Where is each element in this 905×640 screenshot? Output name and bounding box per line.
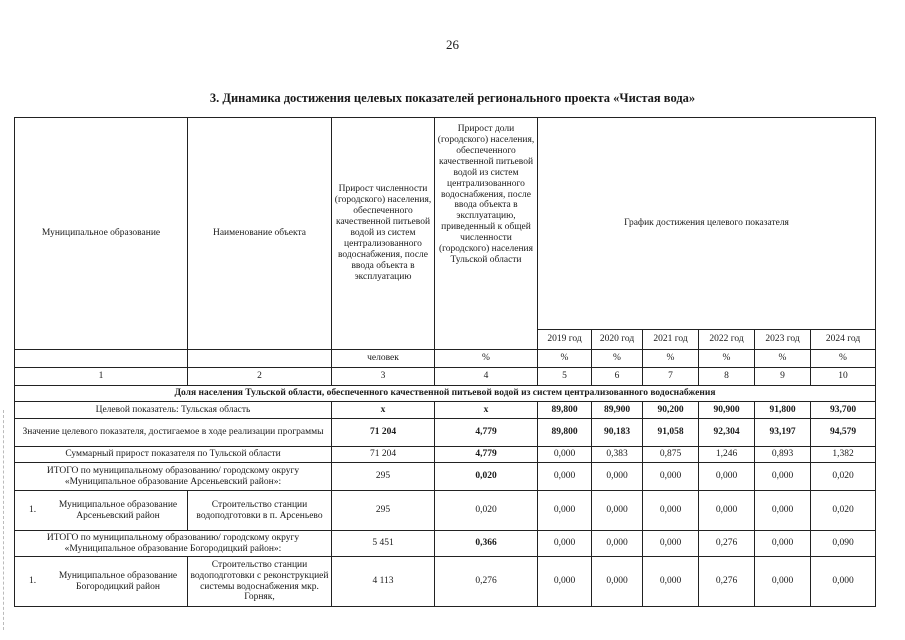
cell-value: 0,020 xyxy=(811,463,876,491)
unit-percent: % xyxy=(592,350,643,368)
cell-value: 91,058 xyxy=(643,419,699,447)
cell-share: 4,779 xyxy=(435,447,538,463)
table-row xyxy=(15,419,876,447)
cell-share: 0,020 xyxy=(435,491,538,531)
cell-value: 94,579 xyxy=(811,419,876,447)
col-number: 9 xyxy=(755,368,811,386)
cell-value: 0,000 xyxy=(699,491,755,531)
municipality-cell xyxy=(15,557,188,607)
cell-value: 0,000 xyxy=(538,491,592,531)
cell-value: 0,000 xyxy=(755,463,811,491)
municipality-name: Муниципальное образование Арсеньевский район xyxy=(58,499,178,521)
cell-value: 0,000 xyxy=(755,531,811,557)
table-row xyxy=(15,402,876,419)
municipality-cell xyxy=(15,491,188,531)
cell-value: 90,200 xyxy=(643,402,699,419)
municipality-name: Муниципальное образование Богородицкий район xyxy=(58,570,178,592)
cell-value: 1,382 xyxy=(811,447,876,463)
cell-value: 89,800 xyxy=(538,419,592,447)
cell-value: 1,246 xyxy=(699,447,755,463)
col-number: 1 xyxy=(15,368,188,386)
row-label: ИТОГО по муниципальному образованию/ городскому округу «Муниципальное образование Богородицкий район»: xyxy=(15,531,332,557)
col-number: 6 xyxy=(592,368,643,386)
cell-population: 71 204 xyxy=(332,447,435,463)
header-share-growth: Прирост доли (городского) населения, обеспеченного качественной питьевой водой из систем централизованного водоснабжения, после ввода объекта в эксплуатацию, приведенный к общей численности (городского) населения Тульской области xyxy=(435,118,538,350)
object-name: Строительство станции водоподготовки в п. Арсеньево xyxy=(188,491,332,531)
table-row xyxy=(15,531,876,557)
col-number: 8 xyxy=(699,368,755,386)
header-schedule: График достижения целевого показателя xyxy=(538,118,876,330)
row-label: Целевой показатель: Тульская область xyxy=(15,402,332,419)
header-object-name: Наименование объекта xyxy=(188,118,332,350)
cell-value: 0,020 xyxy=(811,491,876,531)
row-index: 1. xyxy=(29,505,37,516)
cell-share: 4,779 xyxy=(435,419,538,447)
cell-value: 0,000 xyxy=(643,491,699,531)
cell-value: 0,000 xyxy=(643,531,699,557)
table-row xyxy=(15,491,876,531)
cell-value: 0,276 xyxy=(699,531,755,557)
cell-value: 0,893 xyxy=(755,447,811,463)
cell-value: 0,000 xyxy=(643,557,699,607)
column-number-row xyxy=(15,368,876,386)
year-2022: 2022 год xyxy=(699,330,755,350)
cell-value: 0,000 xyxy=(538,531,592,557)
cell-value: 89,900 xyxy=(592,402,643,419)
table-row xyxy=(15,447,876,463)
col-number: 2 xyxy=(188,368,332,386)
header-municipality: Муниципальное образование xyxy=(15,118,188,350)
year-2023: 2023 год xyxy=(755,330,811,350)
cell-value: 92,304 xyxy=(699,419,755,447)
cell-value: 0,000 xyxy=(538,557,592,607)
unit-percent: % xyxy=(699,350,755,368)
cell-population: 71 204 xyxy=(332,419,435,447)
cell-population: 5 451 xyxy=(332,531,435,557)
cell-value: 90,900 xyxy=(699,402,755,419)
unit-empty xyxy=(188,350,332,368)
cell-value: 0,000 xyxy=(592,557,643,607)
col-number: 10 xyxy=(811,368,876,386)
year-2024: 2024 год xyxy=(811,330,876,350)
cell-value: 0,000 xyxy=(643,463,699,491)
col-number: 5 xyxy=(538,368,592,386)
unit-row xyxy=(15,350,876,368)
cell-value: 0,875 xyxy=(643,447,699,463)
year-2019: 2019 год xyxy=(538,330,592,350)
cell-share: 0,276 xyxy=(435,557,538,607)
table-row xyxy=(15,557,876,607)
col-number: 4 xyxy=(435,368,538,386)
cell-value: 0,000 xyxy=(755,557,811,607)
header-population-growth: Прирост численности (городского) населения, обеспеченного качественной питьевой водой из систем централизованного водоснабжения, после ввода объекта в эксплуатацию xyxy=(332,118,435,350)
cell-value: 89,800 xyxy=(538,402,592,419)
cell-share: х xyxy=(435,402,538,419)
cell-share: 0,020 xyxy=(435,463,538,491)
document-title: 3. Динамика достижения целевых показателей регионального проекта «Чистая вода» xyxy=(209,91,696,105)
cell-value: 0,000 xyxy=(755,491,811,531)
unit-percent: % xyxy=(538,350,592,368)
unit-percent: % xyxy=(643,350,699,368)
section-title: Доля населения Тульской области, обеспеченного качественной питьевой водой из систем централизованного водоснабжения xyxy=(15,386,876,402)
cell-value: 0,000 xyxy=(538,447,592,463)
cell-value: 0,000 xyxy=(592,463,643,491)
target-indicators-table xyxy=(14,117,876,607)
cell-value: 0,000 xyxy=(811,557,876,607)
cell-population: 295 xyxy=(332,463,435,491)
row-label: ИТОГО по муниципальному образованию/ городскому округу «Муниципальное образование Арсеньевский район»: xyxy=(15,463,332,491)
cell-value: 0,383 xyxy=(592,447,643,463)
year-2021: 2021 год xyxy=(643,330,699,350)
cell-population: х xyxy=(332,402,435,419)
cell-population: 295 xyxy=(332,491,435,531)
cell-population: 4 113 xyxy=(332,557,435,607)
unit-people: человек xyxy=(332,350,435,368)
scan-margin-mark xyxy=(3,410,5,630)
cell-value: 93,700 xyxy=(811,402,876,419)
section-row xyxy=(15,386,876,402)
cell-value: 90,183 xyxy=(592,419,643,447)
cell-value: 0,000 xyxy=(699,463,755,491)
page-number: 26 xyxy=(446,37,459,52)
cell-share: 0,366 xyxy=(435,531,538,557)
cell-value: 0,276 xyxy=(699,557,755,607)
row-label: Суммарный прирост показателя по Тульской области xyxy=(15,447,332,463)
unit-percent: % xyxy=(755,350,811,368)
cell-value: 0,000 xyxy=(592,491,643,531)
col-number: 3 xyxy=(332,368,435,386)
cell-value: 0,090 xyxy=(811,531,876,557)
cell-value: 0,000 xyxy=(538,463,592,491)
unit-percent: % xyxy=(435,350,538,368)
row-index: 1. xyxy=(29,576,37,587)
cell-value: 91,800 xyxy=(755,402,811,419)
unit-percent: % xyxy=(811,350,876,368)
cell-value: 0,000 xyxy=(592,531,643,557)
row-label: Значение целевого показателя, достигаемое в ходе реализации программы xyxy=(15,419,332,447)
year-2020: 2020 год xyxy=(592,330,643,350)
table-row xyxy=(15,463,876,491)
cell-value: 93,197 xyxy=(755,419,811,447)
object-name: Строительство станции водоподготовки с реконструкцией системы водоснабжения мкр. Горняк, xyxy=(188,557,332,607)
unit-empty xyxy=(15,350,188,368)
header-row xyxy=(15,118,876,330)
col-number: 7 xyxy=(643,368,699,386)
